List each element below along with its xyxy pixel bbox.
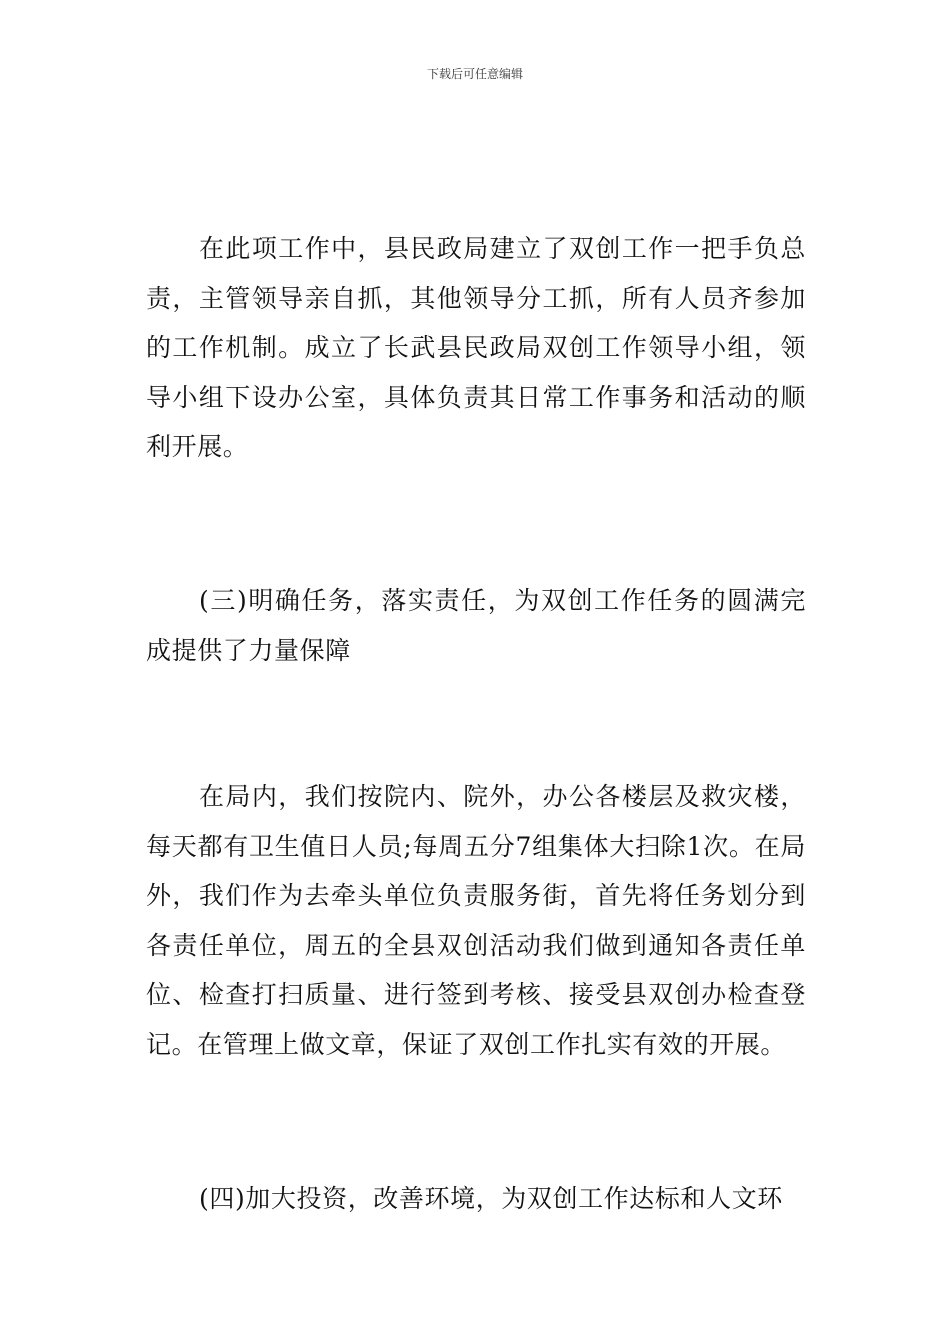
section-heading-three: (三)明确任务，落实责任，为双创工作任务的圆满完成提供了力量保障 [146, 586, 806, 665]
section-heading-four: (四)加大投资，改善环境，为双创工作达标和人文环 [199, 1184, 783, 1213]
paragraph-sanitation-duties: 在局内，我们按院内、院外，办公各楼层及救灾楼，每天都有卫生值日人员;每周五分7组集体大扫除1次。在局外，我们作为去牵头单位负责服务街，首先将任务划分到各责任单位，周五的全县双创活动我们做到通知各责任单位、检查打扫质量、进行签到考核、接受县双创办检查登记。在管理上做文章，保证了双创工作扎实有效的开展。 [146, 782, 806, 1059]
paragraph-work-mechanism: 在此项工作中，县民政局建立了双创工作一把手负总责，主管领导亲自抓，其他领导分工抓，所有人员齐参加的工作机制。成立了长武县民政局双创工作领导小组，领导小组下设办公室，具体负责其日常工作事务和活动的顺利开展。 [146, 234, 806, 461]
page-header: 下载后可任意编辑 [426, 67, 523, 81]
